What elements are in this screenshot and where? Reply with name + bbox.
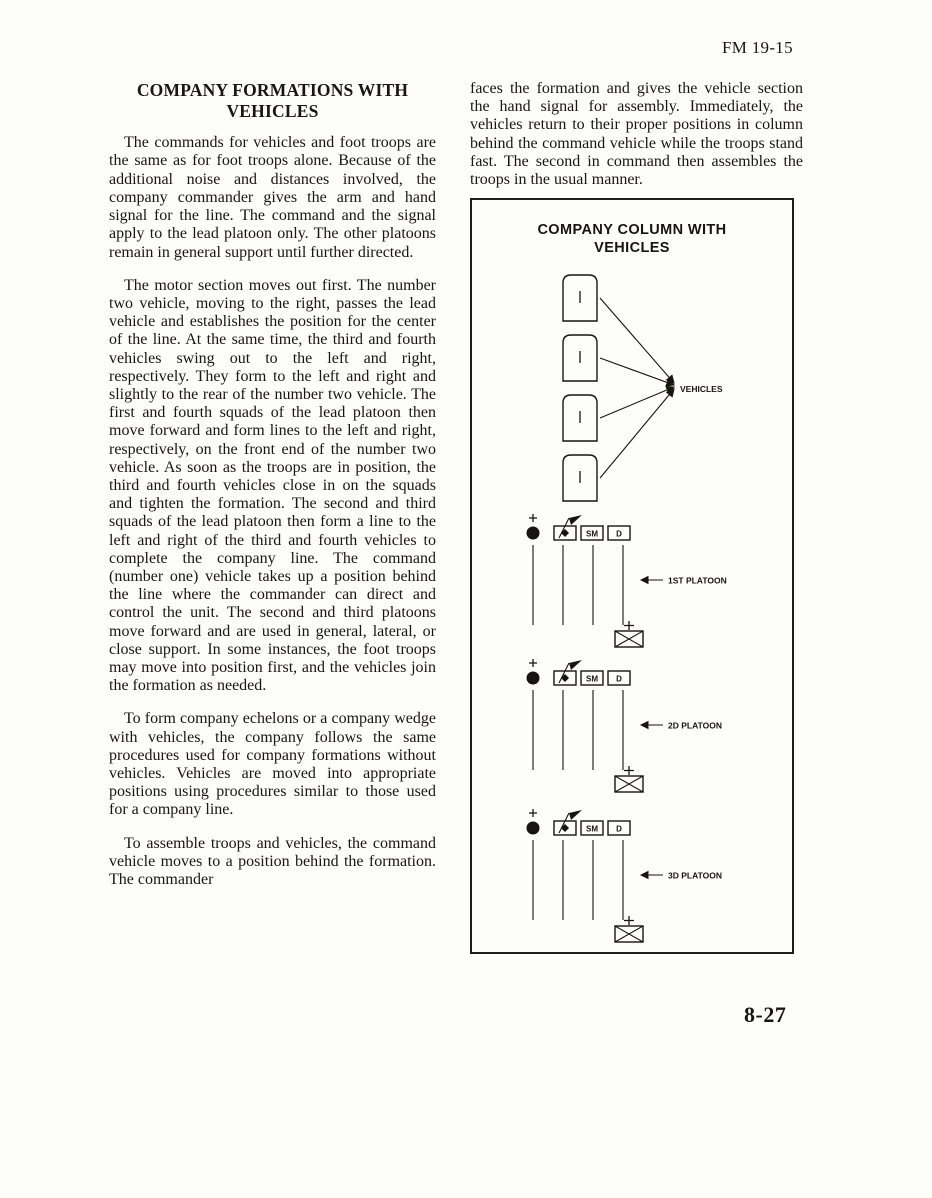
- sm-box-label: SM: [586, 674, 598, 684]
- d-box-label: D: [616, 824, 622, 834]
- plus-marker-icon: [624, 766, 634, 775]
- company-column-figure: [470, 198, 794, 954]
- paragraph-4: To assemble troops and vehicles, the command vehicle moves to a position behind the formation. The commander: [109, 834, 436, 888]
- platoon-2-label: 2D PLATOON: [668, 720, 722, 731]
- plus-marker-icon: [624, 621, 634, 630]
- platoon-group-2: [527, 659, 723, 792]
- plus-marker-icon: [624, 916, 634, 925]
- figure-title-line2: VEHICLES: [594, 240, 670, 257]
- company-column-diagram: [472, 200, 792, 952]
- plus-marker-icon: [529, 514, 537, 522]
- platoon-3-label: 3D PLATOON: [668, 870, 722, 881]
- paragraph-2: The motor section moves out first. The number two vehicle, moving to the right, passes the lead vehicle and establishes the position for the center of the line. At the same time, the third and fourth vehicles swing out to the left and right, respectively. They form to the left and right and slightly to the rear of the number two vehicle. The first and fourth squads of the lead platoon then move forward and form lines to the left and right, respectively, on the front end of the number two vehicle. As soon as the troops are in position, the third and fourth vehicles close in on the squads and tighten the formation. The second and third squads of the lead platoon then form a line to the left and right of the third and fourth vehicles to complete the company line. The command (number one) vehicle takes up a position behind the line where the commander can direct and control the unit. The second and third platoons move forward and are used in general, lateral, or close support. In some instances, the foot troops may move into position first, and the vehicles join the formation as needed.: [109, 276, 436, 695]
- page-number: 8-27: [744, 1002, 787, 1027]
- figure-title-line1: COMPANY COLUMN WITH: [537, 222, 727, 239]
- platoon-group-1: [527, 514, 727, 647]
- platoon-leader-icon: [527, 672, 540, 685]
- platoon-leader-icon: [527, 822, 540, 835]
- section-title-line2: VEHICLES: [226, 100, 319, 121]
- troop-column-lines: [533, 690, 623, 770]
- vehicle-icon-3: [563, 395, 597, 441]
- sm-box-label: SM: [586, 529, 598, 539]
- diamond-marker-icon: [561, 529, 569, 537]
- vehicle-icon-4: [563, 455, 597, 501]
- crossed-vehicle-box-icon: [615, 776, 643, 792]
- diamond-marker-icon: [561, 824, 569, 832]
- plus-marker-icon: [529, 809, 537, 817]
- diamond-marker-icon: [561, 674, 569, 682]
- manual-number-header: FM 19-15: [722, 38, 793, 57]
- left-text-column: [109, 80, 436, 889]
- plus-marker-icon: [529, 659, 537, 667]
- vehicles-pointer-arrows-icon: [600, 298, 674, 478]
- sm-box-label: SM: [586, 824, 598, 834]
- crossed-vehicle-box-icon: [615, 926, 643, 942]
- crossed-vehicle-box-icon: [615, 631, 643, 647]
- paragraph-3: To form company echelons or a company wedge with vehicles, the company follows the same procedures used for company formations without vehicles. Vehicles are moved into appropriate positions using procedures similar to those used for a company line.: [109, 710, 436, 819]
- troop-column-lines: [533, 840, 623, 920]
- platoon-1-label: 1ST PLATOON: [668, 575, 727, 586]
- vehicle-icon-2: [563, 335, 597, 381]
- paragraph-1: The commands for vehicles and foot troops are the same as for foot troops alone. Because of the additional noise and distances involved, the company commander gives the arm and hand signal for the line. The command and the signal apply to the lead platoon only. The other platoons remain in general support until further directed.: [109, 134, 436, 261]
- d-box-label: D: [616, 674, 622, 684]
- vehicle-icon-1: [563, 275, 597, 321]
- section-title-line1: COMPANY FORMATIONS WITH: [136, 80, 409, 100]
- right-text-column: [470, 80, 803, 954]
- d-box-label: D: [616, 529, 622, 539]
- vehicles-label: VEHICLES: [680, 384, 723, 395]
- troop-column-lines: [533, 545, 623, 625]
- platoon-group-3: [527, 809, 723, 942]
- section-title: [109, 80, 436, 121]
- platoon-leader-icon: [527, 527, 540, 540]
- paragraph-continuation: faces the formation and gives the vehicle section the hand signal for assembly. Immediately, the vehicles return to their proper positions in column behind the command vehicle while the troops stand fast. The second in command then assembles the troops in the usual manner.: [470, 80, 803, 189]
